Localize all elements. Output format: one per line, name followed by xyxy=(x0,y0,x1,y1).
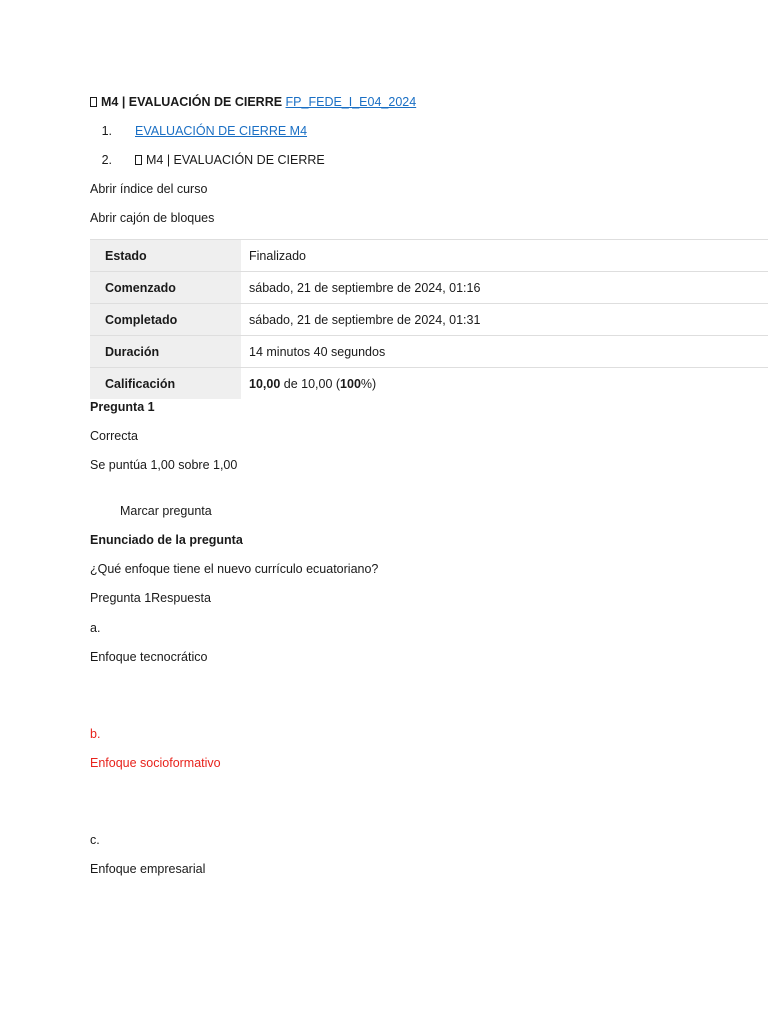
summary-row xyxy=(90,240,768,272)
breadcrumb-item-2 xyxy=(90,152,325,168)
answer-heading: Pregunta 1Respuesta xyxy=(90,591,211,605)
summary-row xyxy=(90,272,768,304)
question-points: Se puntúa 1,00 sobre 1,00 xyxy=(90,458,238,472)
question-number: Pregunta 1 xyxy=(90,400,155,414)
summary-value: sábado, 21 de septiembre de 2024, 01:31 xyxy=(241,304,768,336)
option-c-letter: c. xyxy=(90,833,100,847)
option-b-letter: b. xyxy=(90,727,101,741)
page-title-row xyxy=(90,94,416,110)
option-a-text[interactable]: Enfoque tecnocrático xyxy=(90,650,208,664)
question-status: Correcta xyxy=(90,429,138,443)
breadcrumb-number: 1. xyxy=(101,124,112,138)
breadcrumb-item-1 xyxy=(90,123,307,139)
breadcrumb-current: M4 | EVALUACIÓN DE CIERRE xyxy=(146,153,325,167)
quiz-icon xyxy=(90,97,97,107)
summary-value: 14 minutos 40 segundos xyxy=(241,336,768,368)
option-a-letter: a. xyxy=(90,621,101,635)
quiz-icon xyxy=(135,155,142,165)
grade-label: Calificación xyxy=(90,368,241,400)
breadcrumb-number: 2. xyxy=(101,153,112,167)
course-link[interactable]: FP_FEDE_I_E04_2024 xyxy=(285,95,417,109)
breadcrumb-link-evaluacion[interactable]: EVALUACIÓN DE CIERRE M4 xyxy=(135,124,308,138)
grade-of: de 10,00 ( xyxy=(280,376,341,391)
summary-row xyxy=(90,304,768,336)
option-c-text[interactable]: Enfoque empresarial xyxy=(90,862,206,876)
attempt-summary-table xyxy=(90,239,768,399)
statement-heading: Enunciado de la pregunta xyxy=(90,533,243,547)
summary-row-grade xyxy=(90,368,768,400)
grade-suffix: %) xyxy=(360,376,377,391)
summary-value: Finalizado xyxy=(241,240,768,272)
flag-question-button[interactable]: Marcar pregunta xyxy=(120,504,212,518)
option-b-text[interactable]: Enfoque socioformativo xyxy=(90,756,221,770)
grade-value xyxy=(241,368,768,400)
page-title: M4 | EVALUACIÓN DE CIERRE xyxy=(101,95,283,109)
summary-label: Duración xyxy=(90,336,241,368)
question-text: ¿Qué enfoque tiene el nuevo currículo ecuatoriano? xyxy=(90,562,379,576)
grade-percent: 100 xyxy=(340,376,361,391)
summary-label: Comenzado xyxy=(90,272,241,304)
summary-row xyxy=(90,336,768,368)
grade-score: 10,00 xyxy=(249,376,281,391)
block-drawer-toggle[interactable]: Abrir cajón de bloques xyxy=(90,211,215,225)
summary-value: sábado, 21 de septiembre de 2024, 01:16 xyxy=(241,272,768,304)
summary-label: Estado xyxy=(90,240,241,272)
course-index-toggle[interactable]: Abrir índice del curso xyxy=(90,182,208,196)
summary-label: Completado xyxy=(90,304,241,336)
